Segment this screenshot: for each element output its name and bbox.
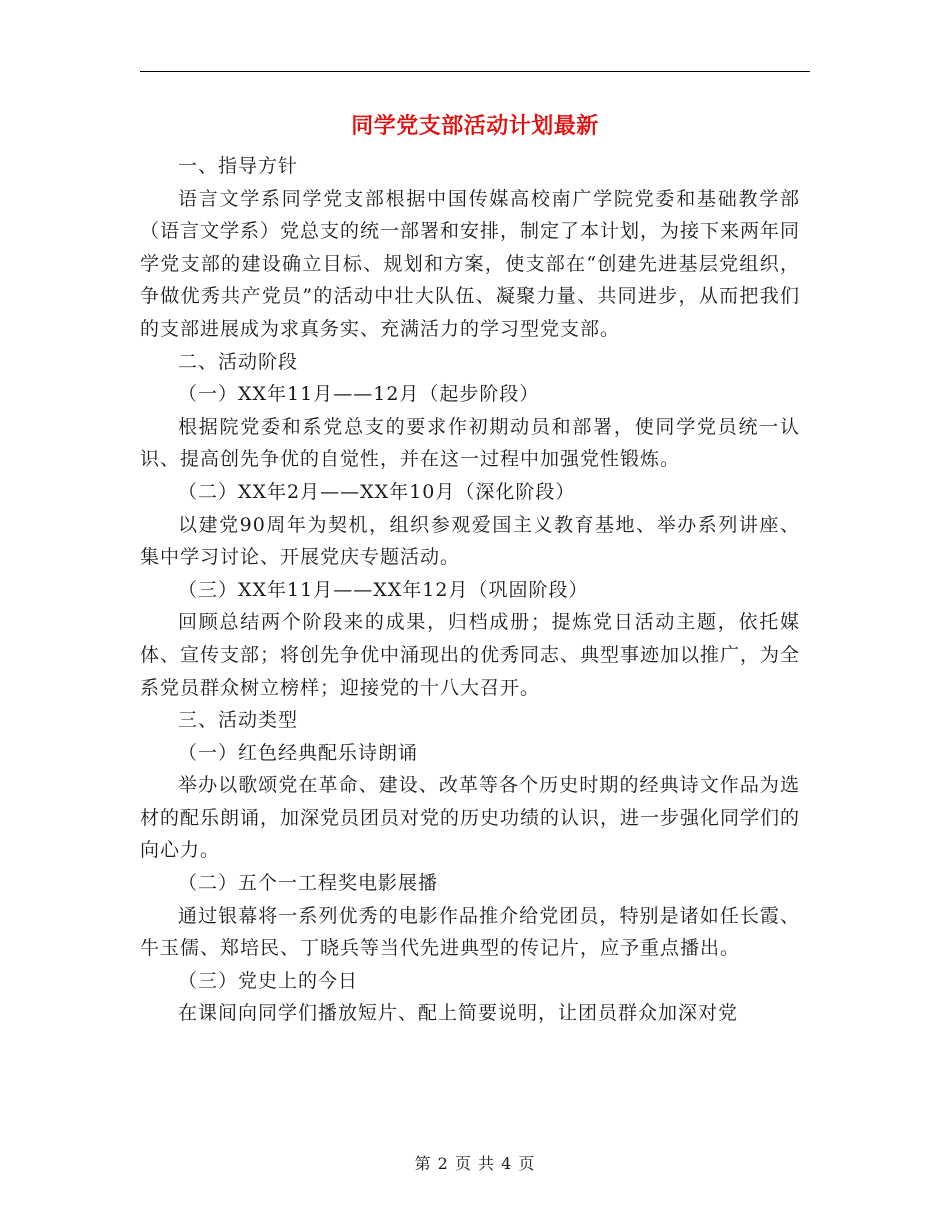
body-paragraph: 根据院党委和系党总支的要求作初期动员和部署，使同学党员统一认识、提高创先争优的自觉性，并在这一过程中加强党性锻炼。: [140, 415, 800, 471]
body-paragraph: 以建党90周年为契机，组织参观爱国主义教育基地、举办系列讲座、集中学习讨论、开展党庆专题活动。: [140, 513, 800, 569]
page-number: 第 2 页 共 4 页: [414, 1154, 536, 1173]
sub-heading: （二）XX年2月——XX年10月（深化阶段）: [178, 480, 576, 503]
document-body: [140, 150, 800, 1030]
sub-heading: （三）党史上的今日: [178, 969, 359, 992]
body-paragraph: 举办以歌颂党在革命、建设、改革等各个历史时期的经典诗文作品为选材的配乐朗诵，加深党员团员对党的历史功绩的认识，进一步强化同学们的向心力。: [140, 774, 801, 862]
document-title: 同学党支部活动计划最新: [351, 113, 599, 139]
body-paragraph: 通过银幕将一系列优秀的电影作品推介给党团员，特别是诸如任长霞、牛玉儒、郑培民、丁晓兵等当代先进典型的传记片，应予重点播出。: [140, 904, 800, 960]
sub-heading: （二）五个一工程奖电影展播: [178, 872, 439, 895]
section-heading: 二、活动阶段: [178, 350, 299, 373]
body-paragraph: 回顾总结两个阶段来的成果，归档成册；提炼党日活动主题，依托媒体、宣传支部；将创先争优中涌现出的优秀同志、典型事迹加以推广，为全系党员群众树立榜样；迎接党的十八大召开。: [140, 611, 801, 699]
body-paragraph: 语言文学系同学党支部根据中国传媒高校南广学院党委和基础教学部（语言文学系）党总支的统一部署和安排，制定了本计划，为接下来两年同学党支部的建设确立目标、规划和方案，使支部在“创建先进基层党组织，争做优秀共产党员”的活动中壮大队伍、凝聚力量、共同进步，从而把我们的支部进展成为求真务实、充满活力的学习型党支部。: [140, 187, 801, 340]
header-rule: [140, 71, 810, 72]
sub-heading: （一）红色经典配乐诗朗诵: [178, 741, 419, 764]
section-heading: 三、活动类型: [178, 709, 299, 732]
section-heading: 一、指导方针: [178, 155, 299, 177]
sub-heading: （三）XX年11月——XX年12月（巩固阶段）: [178, 578, 589, 601]
sub-heading: （一）XX年11月——12月（起步阶段）: [178, 383, 540, 406]
body-paragraph: 在课间向同学们播放短片、配上简要说明，让团员群众加深对党: [178, 1002, 739, 1025]
